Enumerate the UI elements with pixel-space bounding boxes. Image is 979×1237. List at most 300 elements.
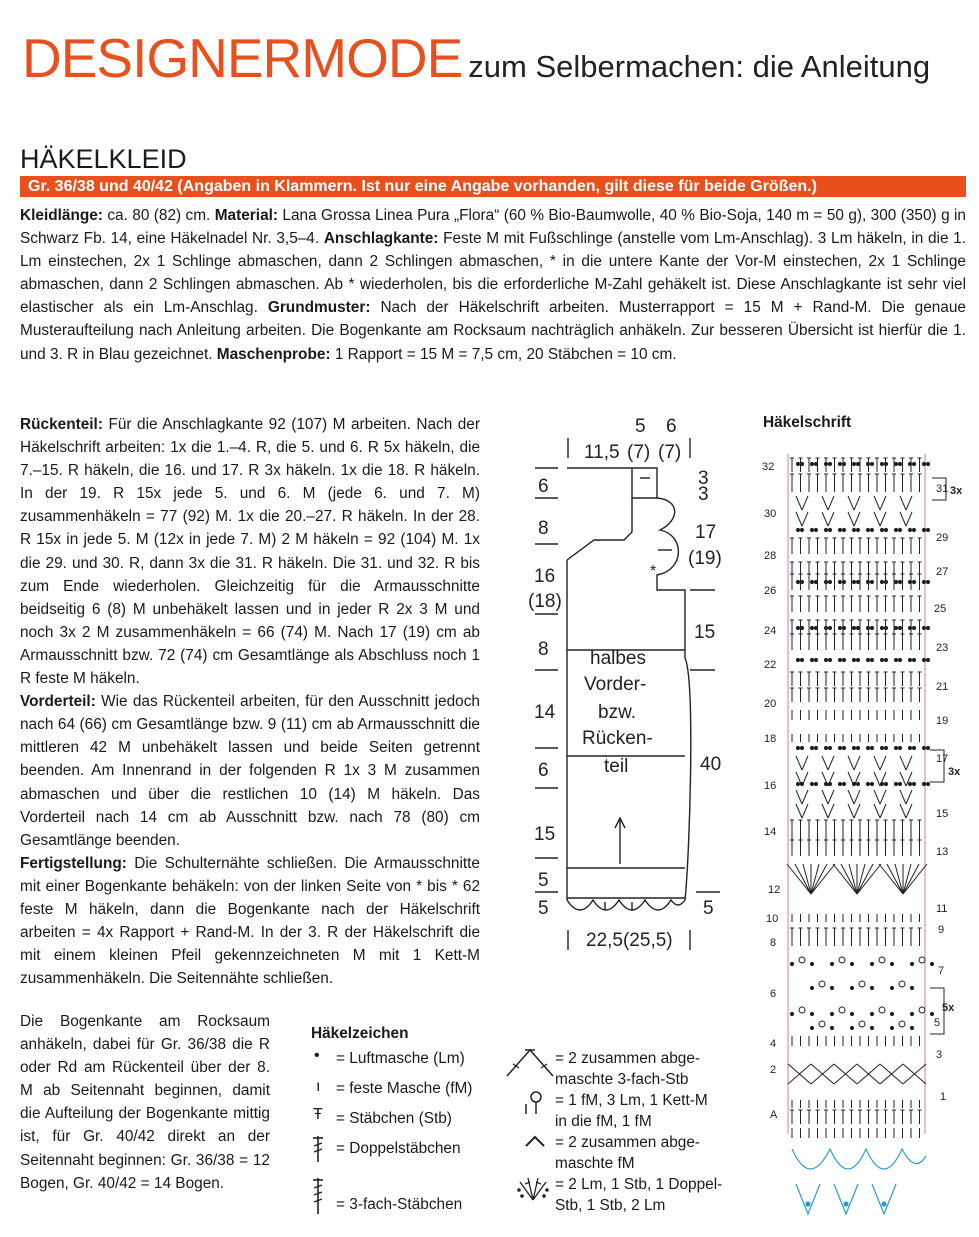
finish-text: Die Schulternähte schließen. Die Armausschnitte mit einer Bogenkante behäkeln: von der linken Seite von * bis * 62 feste M häkeln, dann die Bogenkante nach der Häkelschrift arbeiten = 4x Rapport + Rand-M. In der 3. R der Häkelschrift die mit einem kleinen Pfeil gekennzeichneten M mit 1 Kett-M zusammenhäkeln. Die Seitennähte schließen.	[20, 854, 480, 988]
tr-cluster-icon	[505, 1046, 555, 1078]
stitch	[822, 496, 828, 510]
stitch	[802, 496, 808, 510]
stitch	[906, 512, 912, 526]
chain-dot	[800, 658, 803, 661]
back-text: Für die Anschlagkante 92 (107) M arbeiten. Nach der Häkelschrift arbeiten: 1x die 1.–4. R, die 5. und 6. R 5x häkeln, die 7.–15. R häkeln, die 16. und 17. R 3x häkeln. 1x die 18. R häkeln. In der 19. R 15x jede 5. und 6. M (jede 6. und 7. M) zusammenhäkeln = 77 (92) M. 1x die 20.–27. R häkeln. In der 28. R 15x in jede 5. M (12x in jede 7. M) 2 M häkeln = 92 (104) M. 1x die 29. und 30. R, dann 3x die 31. R häkeln. Die 31. und 32. R bis zum Ende wiederholen. Gleichzeitig für die Armausschnitte beidseitig 6 (8) M unbehäkelt lassen und in jeder R 2x 3 M und noch 3x 2 M zusammenhäkeln = 66 (74) M. Nach 17 (19) cm ab Armausschnitt bzw. 72 (74) cm Gesamtlänge als Abschluss noch 1 R feste M häkeln.	[20, 416, 480, 688]
picot	[859, 981, 865, 987]
chain-dot	[930, 1012, 933, 1015]
stitch	[874, 790, 880, 804]
chain-dot	[828, 746, 831, 749]
row-right-1: 1	[940, 1091, 947, 1103]
chain-dot	[800, 462, 803, 465]
chain-dot	[898, 746, 901, 749]
chain-dot	[922, 528, 925, 531]
stitch	[880, 496, 886, 510]
row-right-29: 29	[936, 532, 949, 544]
chain-dot	[908, 746, 911, 749]
stitch	[795, 864, 811, 894]
chain-dot	[842, 746, 845, 749]
chain-dot	[830, 1012, 833, 1015]
chain-dot	[870, 462, 873, 465]
chain-dot	[824, 462, 827, 465]
row-left-24: 24	[764, 625, 777, 637]
chain-dot	[852, 528, 855, 531]
row-right-9: 9	[938, 924, 945, 936]
chain-dot	[880, 746, 883, 749]
chain-dot	[922, 580, 925, 583]
picot	[819, 1021, 825, 1027]
legend-title: Häkelzeichen	[311, 1025, 409, 1042]
chain-dot	[890, 962, 893, 965]
chain-dot	[838, 462, 841, 465]
chain-dot	[880, 626, 883, 629]
intro-label-length: Kleidlänge:	[20, 207, 103, 224]
chain-dot	[870, 1012, 873, 1015]
chain-dot	[814, 580, 817, 583]
chain-dot	[814, 626, 817, 629]
chain-dot	[796, 462, 799, 465]
garment-title: HÄKELKLEID	[20, 144, 187, 174]
stitch	[906, 804, 912, 818]
chain-dot	[842, 462, 845, 465]
chain-dot	[796, 528, 799, 531]
row-right-13: 13	[936, 846, 949, 858]
picot	[799, 1007, 805, 1013]
chain-dot	[912, 782, 915, 785]
stitch	[906, 756, 912, 770]
chain-dot	[800, 626, 803, 629]
legend-right-0: = 2 zusammen abge- maschte 3-fach-Stb	[555, 1050, 701, 1088]
chain-dot	[922, 626, 925, 629]
chain-dot	[810, 746, 813, 749]
legend-right-2: = 2 zusammen abge- maschte fM	[555, 1134, 701, 1172]
chain-dot	[814, 658, 817, 661]
chain-dot	[852, 658, 855, 661]
chain-dot	[884, 782, 887, 785]
stitch	[848, 512, 854, 526]
chain-dot	[824, 580, 827, 583]
row-right-17: 17	[936, 753, 949, 765]
row-left-28: 28	[764, 550, 777, 562]
stitch	[828, 804, 834, 818]
chain-dot	[824, 626, 827, 629]
intro-label-pattern: Grundmuster:	[267, 299, 371, 317]
chain-dot	[894, 528, 897, 531]
chain-dot	[884, 580, 887, 583]
chain-dot	[842, 528, 845, 531]
chain-dot	[852, 626, 855, 629]
page-header	[22, 26, 930, 90]
stitch	[874, 512, 880, 526]
chain-dot	[894, 580, 897, 583]
chain-dot	[856, 658, 859, 661]
stitch	[900, 790, 906, 804]
chain-dot	[926, 580, 929, 583]
center-label-4: teil	[604, 756, 629, 777]
chain-dot	[850, 962, 853, 965]
stitch	[841, 864, 857, 894]
chain-dot	[810, 626, 813, 629]
stitch	[796, 790, 802, 804]
intro-text-length: ca. 80 (82) cm.	[102, 207, 215, 224]
chain-dot	[894, 462, 897, 465]
chain-dot	[870, 746, 873, 749]
legend-item-2: = Stäbchen (Stb)	[336, 1110, 452, 1127]
chain-dot	[866, 528, 869, 531]
stitch	[906, 496, 912, 510]
stitch	[854, 790, 860, 804]
row-right-27: 27	[936, 566, 949, 578]
chain-dot	[866, 580, 869, 583]
chain-dot	[908, 580, 911, 583]
treble-crochet-icon	[310, 1134, 326, 1164]
chain-dot	[852, 746, 855, 749]
legend-right-3: = 2 Lm, 1 Stb, 1 Doppel- Stb, 1 Stb, 2 Lm	[555, 1176, 723, 1214]
picot	[839, 957, 845, 963]
intro-text-gauge: 1 Rapport = 15 M = 7,5 cm, 20 Stäbchen = 10 cm.	[330, 345, 677, 363]
chain-dot	[894, 746, 897, 749]
chain-dot	[800, 746, 803, 749]
dim-left-0: 6	[538, 476, 549, 497]
chain-dot	[884, 658, 887, 661]
dim-left-7: 15	[534, 824, 556, 845]
chain-dot	[890, 1012, 893, 1015]
schematic-top-left-num: 5	[635, 416, 646, 437]
finish-text-2: Die Bogenkante am Rocksaum anhäkeln, dabei für Gr. 36/38 die R oder Rd am Rückenteil über der 8. M ab Seitennaht beginnen, damit die Aufteilung der Bogenkante mittig ist, für Gr. 40/42 direkt an der Seitennaht beginnen: Gr. 36/38 = 12 Bogen, Gr. 40/42 = 14 Bogen.	[20, 1013, 270, 1192]
chain-dot	[856, 462, 859, 465]
stitch	[822, 804, 828, 818]
chain-dot	[852, 580, 855, 583]
crochet-chart	[760, 444, 972, 1224]
chain-dot	[850, 1012, 853, 1015]
row-left-A: A	[770, 1109, 778, 1121]
chain-dot	[890, 1026, 893, 1029]
chain-dot	[922, 658, 925, 661]
stitch	[880, 790, 886, 804]
chain-dot	[852, 462, 855, 465]
stitch	[880, 756, 886, 770]
stitch	[802, 756, 808, 770]
chain-dot	[930, 962, 933, 965]
stitch	[802, 512, 808, 526]
row-right-11: 11	[936, 903, 948, 915]
chain-dot	[796, 580, 799, 583]
stitch	[828, 756, 834, 770]
finish-label: Fertigstellung:	[20, 854, 127, 872]
schematic-marker: *	[650, 563, 657, 580]
chain-dot	[910, 1012, 913, 1015]
dim-right-4: 5	[703, 898, 714, 919]
chain-dot	[908, 658, 911, 661]
chain-dot	[790, 1012, 793, 1015]
dim-left-4: 8	[538, 639, 549, 660]
chain-dot	[830, 986, 833, 989]
repeat-3x-top: 3x	[950, 485, 963, 497]
chain-dot	[856, 528, 859, 531]
picot	[919, 1007, 925, 1013]
chain-dot	[828, 580, 831, 583]
chain-dot	[912, 528, 915, 531]
shell-icon	[516, 1174, 550, 1202]
single-crochet-icon: ı	[316, 1078, 321, 1095]
row-left-22: 22	[764, 659, 777, 671]
chain-dot	[908, 528, 911, 531]
picot	[919, 957, 925, 963]
chain-dot	[828, 462, 831, 465]
chain-dot	[880, 580, 883, 583]
stitch	[874, 772, 880, 786]
triple-treble-icon	[310, 1176, 326, 1216]
row-left-6: 6	[770, 988, 777, 1000]
chain-dot	[810, 580, 813, 583]
chain-dot	[828, 626, 831, 629]
intro-text-cast-on: Feste M mit Fußschlinge (anstelle vom Lm-Anschlag). 3 Lm häkeln, in die 1. Lm einstechen, 2x 1 Schlinge abmaschen, dann 2 Schlingen abmaschen, * in die untere Kante der Vor-M einstechen, 2x 1 Schlinge abmaschen, dann 2 Schlingen abmaschen. Ab * wiederholen, bis die erforderliche M-Zahl gehäkelt ist. Diese Anschlagkante ist sehr viel elastischer als ein Lm-Anschlag.	[20, 230, 967, 317]
chain-dot	[850, 1026, 853, 1029]
chain-dot	[842, 658, 845, 661]
stitch	[811, 864, 827, 894]
chain-dot	[810, 962, 813, 965]
stitch	[822, 512, 828, 526]
stitch	[874, 804, 880, 818]
picot	[899, 981, 905, 987]
chain-dot	[870, 528, 873, 531]
chain-dot	[830, 1026, 833, 1029]
chain-dot	[856, 746, 859, 749]
chain-dot	[838, 658, 841, 661]
chain-dot	[870, 782, 873, 785]
dim-left-6: 6	[538, 760, 549, 781]
front-text: Wie das Rückenteil arbeiten, für den Ausschnitt jedoch nach 64 (66) cm Gesamtlänge bzw. 9 (11) cm ab Armausschnitt die mittleren 42 M unbehäkelt lassen und beide Seiten getrennt beenden. Am Innenrand in der folgenden R 1x 3 M zusammen abmaschen und über die restlichen 10 (14) M häkeln. Das Vorderteil nach 14 cm ab Ausschnitt bzw. nach 78 (80) cm Gesamtlänge beenden.	[20, 693, 480, 849]
row-left-14: 14	[764, 826, 777, 838]
center-label-3: Rücken-	[582, 728, 653, 749]
picot	[879, 1007, 885, 1013]
row-right-5: 5	[934, 1017, 941, 1029]
center-label-0: halbes	[590, 648, 646, 669]
row-left-10: 10	[766, 913, 779, 925]
row-left-12: 12	[768, 884, 781, 896]
chain-dot	[838, 782, 841, 785]
stitch	[874, 756, 880, 770]
header-title-big: DESIGNERMODE	[22, 27, 463, 89]
chain-dot	[884, 746, 887, 749]
chain-dot	[824, 658, 827, 661]
chain-dot	[810, 986, 813, 989]
row-left-2: 2	[770, 1064, 777, 1076]
stitch	[828, 790, 834, 804]
dim-left-8: 5	[538, 870, 549, 891]
chain-dot	[866, 782, 869, 785]
legend-item-1: = feste Masche (fM)	[336, 1080, 473, 1097]
schematic-shoulder: 11,5	[584, 442, 620, 463]
dim-left-2: 16	[534, 566, 556, 587]
row-right-7: 7	[938, 965, 945, 977]
stitch	[848, 496, 854, 510]
chain-dot	[926, 462, 929, 465]
picot	[819, 981, 825, 987]
chain-dot	[912, 746, 915, 749]
stitch	[854, 804, 860, 818]
chain-dot	[870, 580, 873, 583]
double-crochet-icon: Ŧ	[313, 1106, 323, 1123]
schematic-neck-num: 3	[698, 468, 709, 489]
chain-dot	[796, 782, 799, 785]
chain-dot	[810, 1012, 813, 1015]
garment-schematic	[520, 410, 755, 960]
chain-dot	[880, 658, 883, 661]
chart-title: Häkelschrift	[763, 414, 852, 431]
picot	[899, 1021, 905, 1027]
center-label-1: Vorder-	[584, 674, 647, 695]
chain-dot	[922, 462, 925, 465]
stitch	[802, 804, 808, 818]
picot-icon	[522, 1090, 546, 1116]
chain-dot	[912, 658, 915, 661]
chain-dot	[796, 658, 799, 661]
picot	[859, 1021, 865, 1027]
center-label-2: bzw.	[598, 702, 637, 723]
chain-dot	[880, 528, 883, 531]
chain-dot	[890, 986, 893, 989]
chain-dot	[870, 1026, 873, 1029]
chain-dot	[838, 746, 841, 749]
chain-dot	[898, 528, 901, 531]
chain-dot	[898, 658, 901, 661]
chain-dot	[894, 782, 897, 785]
chain-dot	[824, 528, 827, 531]
chain-dot	[814, 462, 817, 465]
row-left-8: 8	[770, 937, 777, 949]
intro-text	[20, 204, 966, 366]
row-right-3: 3	[936, 1049, 943, 1061]
chain-dot	[810, 1026, 813, 1029]
legend-item-4: = 3-fach-Stäbchen	[336, 1196, 463, 1213]
intro-label-material: Material:	[214, 207, 279, 224]
schematic-shoulder-a: (7)	[627, 442, 651, 463]
row-right-21: 21	[936, 681, 949, 693]
stitch	[906, 790, 912, 804]
chain-dot	[856, 580, 859, 583]
dim-right-2: 15	[694, 622, 716, 643]
chain-dot	[866, 626, 869, 629]
row-left-16: 16	[764, 780, 777, 792]
stitch	[828, 512, 834, 526]
schematic-top-right-num: 6	[666, 416, 677, 437]
intro-label-cast-on: Anschlagkante:	[323, 230, 439, 248]
stitch	[900, 496, 906, 510]
stitch	[848, 790, 854, 804]
row-left-4: 4	[770, 1038, 777, 1050]
chain-stitch-icon: •	[314, 1047, 320, 1064]
picot	[839, 1007, 845, 1013]
stitch	[900, 512, 906, 526]
stitch	[887, 864, 903, 894]
chain-dot	[908, 782, 911, 785]
chain-dot	[810, 782, 813, 785]
chain-dot	[870, 626, 873, 629]
intro-text-material: Lana Grossa Linea Pura „Flora“ (60 % Bio-Baumwolle, 40 % Bio-Soja, 140 m = 50 g), 300 (350) g in Schwarz Fb. 14, eine Häkelnadel Nr. 3,5–4.	[20, 207, 966, 248]
chain-dot	[898, 782, 901, 785]
stitch	[848, 772, 854, 786]
stitch	[900, 804, 906, 818]
row-right-23: 23	[936, 642, 949, 654]
chain-dot	[894, 658, 897, 661]
dim-right-1: (19)	[688, 548, 722, 569]
chain-dot	[810, 462, 813, 465]
schematic-shoulder-b: (7)	[658, 442, 682, 463]
sc-decrease-icon	[524, 1134, 546, 1148]
stitch	[854, 512, 860, 526]
chain-dot	[912, 462, 915, 465]
chain-dot	[922, 746, 925, 749]
chain-dot	[898, 462, 901, 465]
stitch	[802, 772, 808, 786]
picot	[799, 957, 805, 963]
chain-dot	[908, 626, 911, 629]
chain-dot	[866, 658, 869, 661]
row-left-26: 26	[764, 585, 777, 597]
chain-dot	[880, 462, 883, 465]
stitch	[854, 496, 860, 510]
repeat-5x: 5x	[942, 1002, 955, 1014]
chain-dot	[824, 746, 827, 749]
chain-dot	[910, 986, 913, 989]
chain-dot	[842, 782, 845, 785]
stitch	[796, 512, 802, 526]
chain-dot	[922, 782, 925, 785]
chain-dot	[898, 626, 901, 629]
chain-dot	[926, 626, 929, 629]
chain-dot	[830, 962, 833, 965]
chain-dot	[870, 658, 873, 661]
chain-dot	[866, 746, 869, 749]
chain-dot	[814, 782, 817, 785]
chain-dot	[898, 580, 901, 583]
chain-dot	[926, 746, 929, 749]
chain-dot	[856, 626, 859, 629]
picot	[879, 957, 885, 963]
chain-dot	[884, 528, 887, 531]
instructions-column	[20, 413, 480, 990]
dim-right-3: 40	[700, 754, 722, 775]
chain-dot	[810, 658, 813, 661]
front-label: Vorderteil:	[20, 693, 96, 711]
row-left-30: 30	[764, 508, 777, 520]
chain-dot	[912, 580, 915, 583]
dim-left-1: 8	[538, 518, 549, 539]
back-label: Rückenteil:	[20, 416, 103, 433]
stitch	[802, 790, 808, 804]
stitch	[848, 756, 854, 770]
chain-dot	[866, 462, 869, 465]
stitch	[880, 804, 886, 818]
chain-dot	[884, 462, 887, 465]
stitch	[828, 496, 834, 510]
chain-dot	[856, 782, 859, 785]
chain-dot	[926, 658, 929, 661]
row-left-32: 32	[762, 461, 775, 473]
chain-dot	[838, 626, 841, 629]
schematic-bottom: 22,5(25,5)	[586, 930, 673, 951]
stitch	[857, 864, 873, 894]
chain-dot	[838, 528, 841, 531]
row-right-19: 19	[936, 715, 949, 727]
chain-dot	[838, 580, 841, 583]
row-right-31: 31	[936, 483, 949, 495]
stitch	[822, 756, 828, 770]
legend-item-3: = Doppelstäbchen	[336, 1140, 461, 1157]
chain-dot	[828, 528, 831, 531]
header-title-small: zum Selbermachen: die Anleitung	[468, 49, 931, 84]
